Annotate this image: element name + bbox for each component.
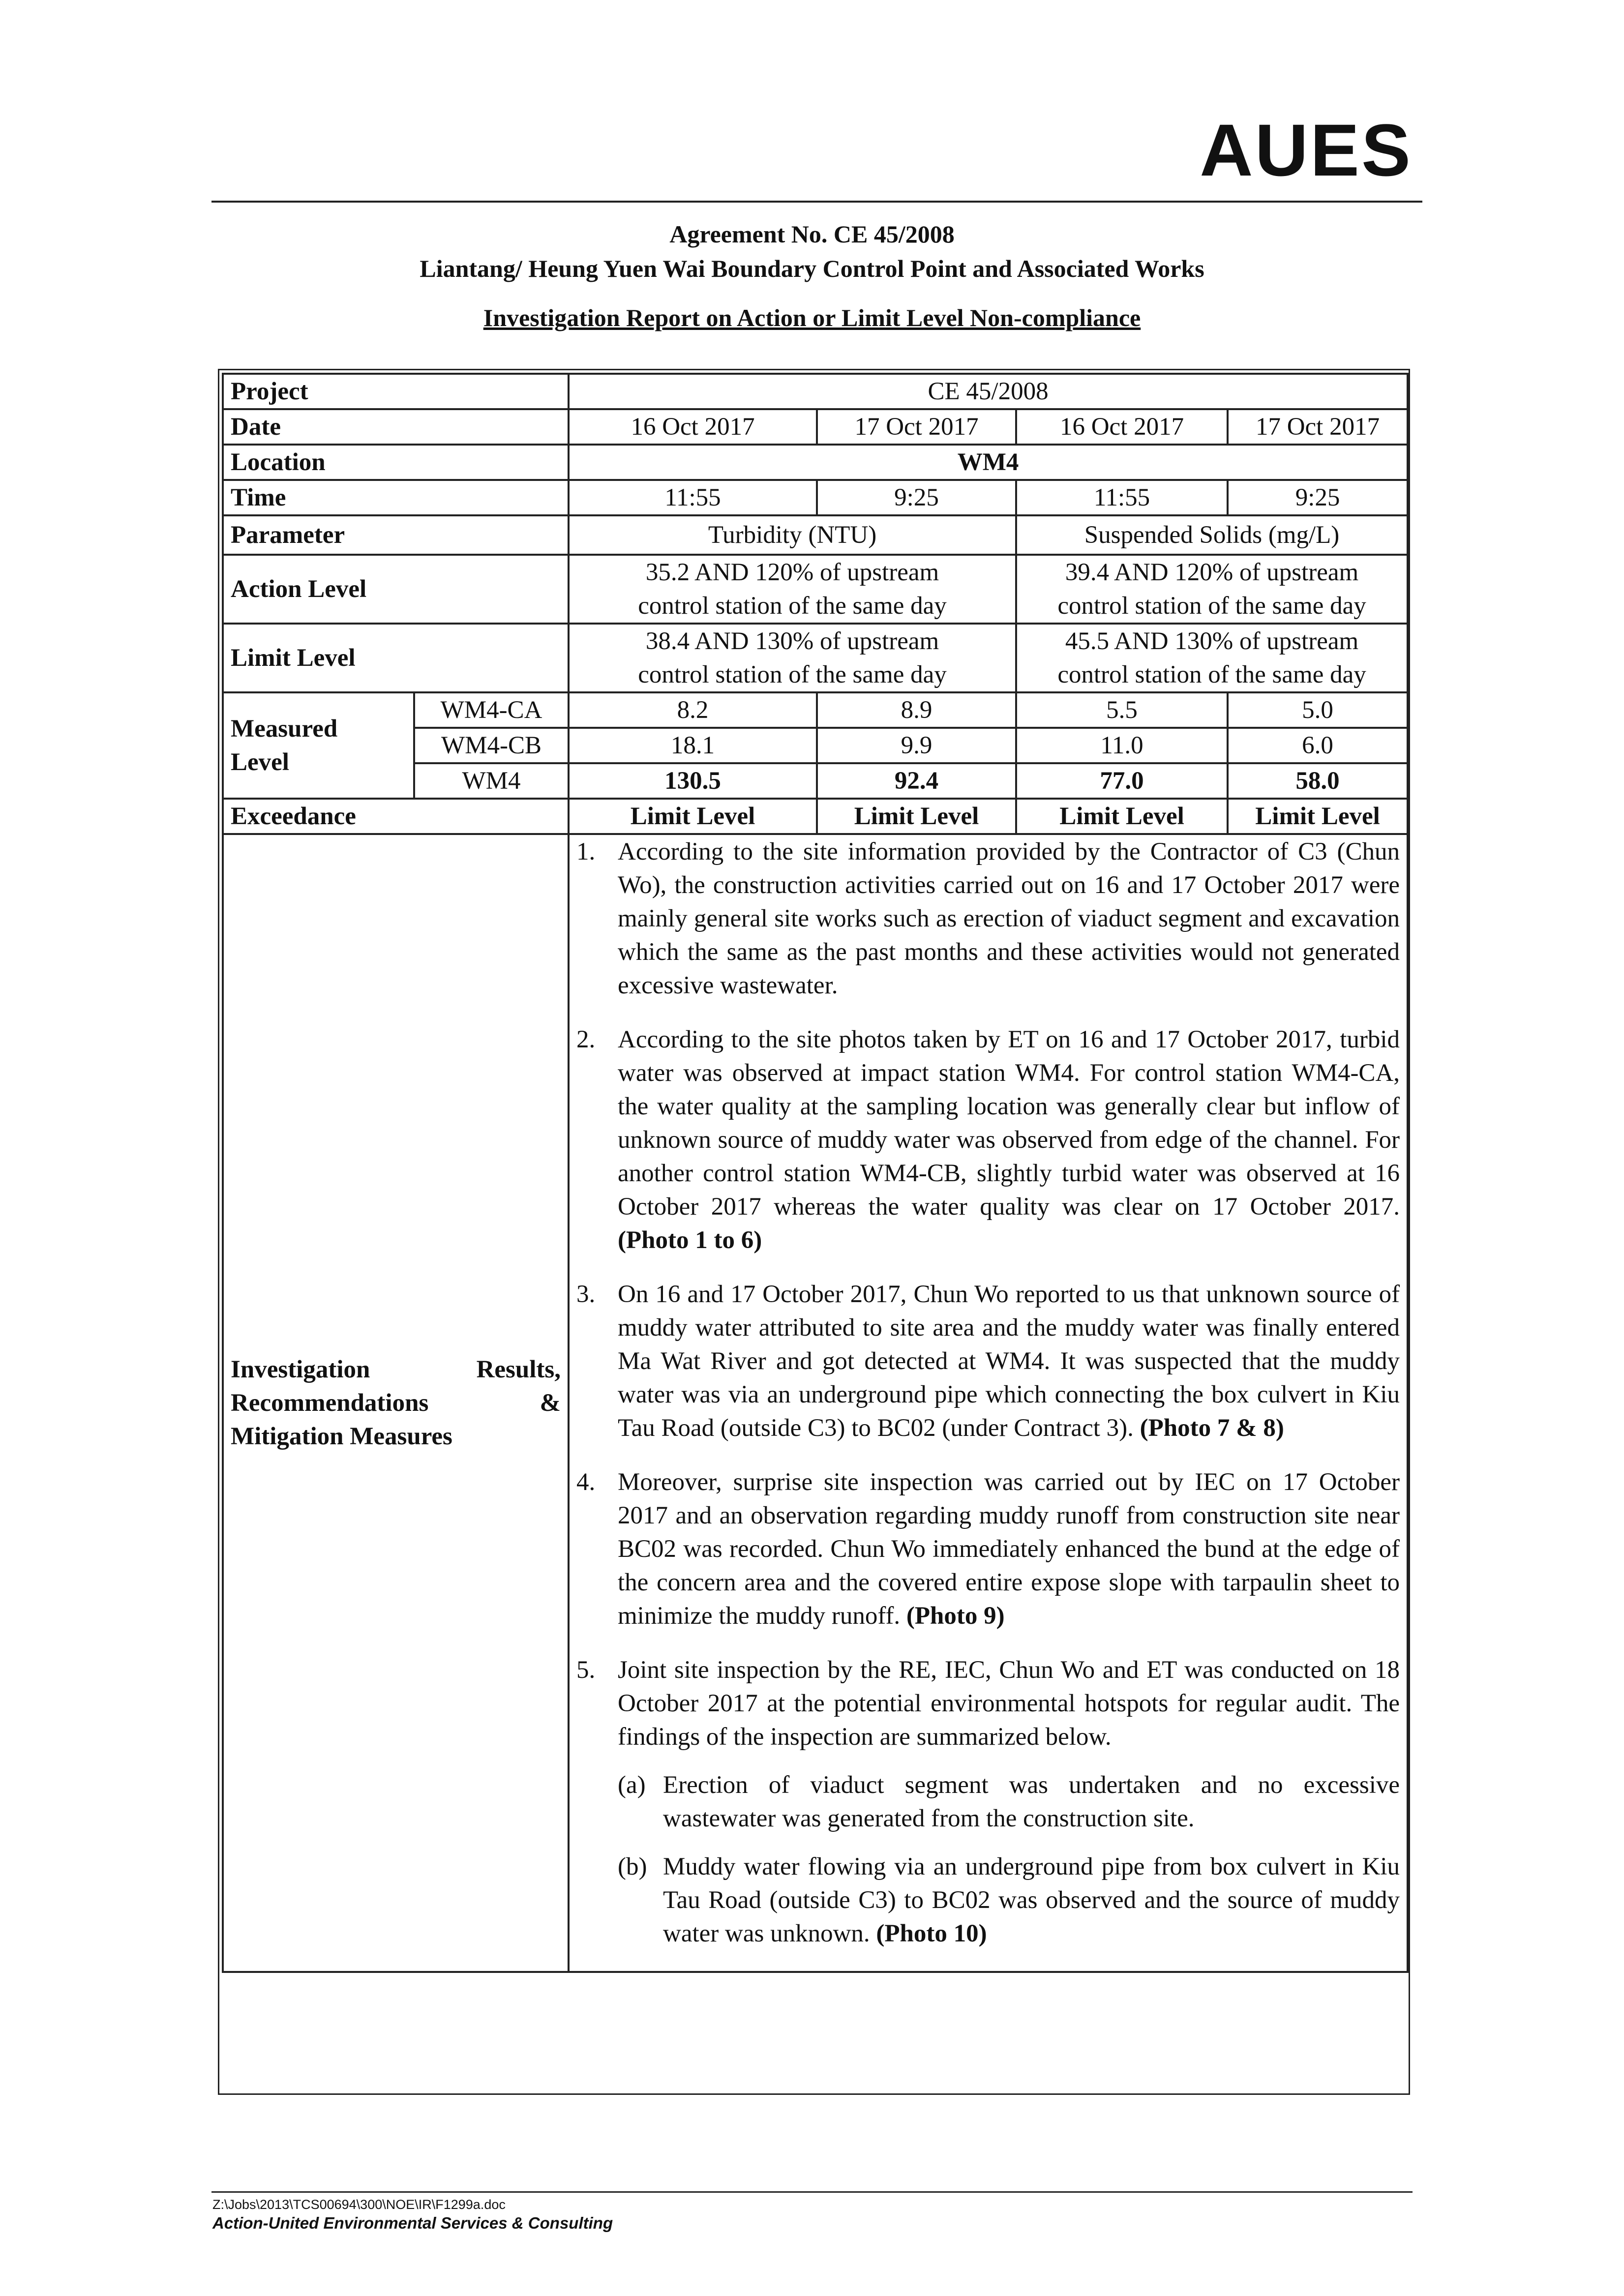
item-text: Joint site inspection by the RE, IEC, Chun Wo and ET was conducted on 18 October 2017 at the potential environmental hotspots for regular audit. The findings of the inspection are summarized below. bbox=[618, 1656, 1400, 1751]
measured-value: 5.0 bbox=[1228, 692, 1408, 728]
investigation-label-word: Mitigation Measures bbox=[231, 1423, 452, 1450]
finding-item bbox=[576, 1653, 1400, 1950]
agreement-number: Agreement No. CE 45/2008 bbox=[669, 220, 955, 248]
date-cell: 17 Oct 2017 bbox=[817, 409, 1016, 445]
action-level-line: 35.2 AND 120% of upstream bbox=[645, 559, 939, 586]
limit-level-ss bbox=[1016, 624, 1408, 692]
investigation-label-word: Results, bbox=[476, 1356, 561, 1383]
project-name: Liantang/ Heung Yuen Wai Boundary Control Point and Associated Works bbox=[420, 255, 1204, 282]
item-text-wrap bbox=[618, 1278, 1400, 1445]
item-text: Moreover, surprise site inspection was carried out by IEC on 17 October 2017 and an observation regarding muddy runoff from construction site near BC02 was recorded. Chun Wo immediately enhanced the bund at the edge of the concern area and the covered entire expose slope with tarpaulin sheet to minimize the muddy runoff. bbox=[618, 1468, 1400, 1630]
date-cell: 17 Oct 2017 bbox=[1228, 409, 1408, 445]
action-level-line: control station of the same day bbox=[1057, 592, 1366, 620]
exceedance-cell: Limit Level bbox=[1228, 799, 1408, 834]
limit-level-line: control station of the same day bbox=[638, 661, 947, 688]
measured-value: 130.5 bbox=[569, 763, 817, 799]
station-label: WM4-CA bbox=[414, 692, 569, 728]
parameter-turbidity: Turbidity (NTU) bbox=[569, 515, 1016, 555]
time-row bbox=[223, 480, 1408, 515]
station-label: WM4-CB bbox=[414, 728, 569, 763]
limit-level-line: 38.4 AND 130% of upstream bbox=[645, 627, 939, 655]
finding-item bbox=[576, 1023, 1400, 1257]
limit-level-line: 45.5 AND 130% of upstream bbox=[1065, 627, 1359, 655]
photo-reference: (Photo 10) bbox=[876, 1920, 987, 1947]
finding-subitem bbox=[618, 1850, 1400, 1950]
station-label: WM4 bbox=[414, 763, 569, 799]
date-row bbox=[223, 409, 1408, 445]
measured-label-line: Level bbox=[231, 748, 289, 776]
measured-value: 92.4 bbox=[817, 763, 1016, 799]
item-number: 5. bbox=[576, 1656, 596, 1684]
time-cell: 11:55 bbox=[1016, 480, 1228, 515]
limit-level-turbidity bbox=[569, 624, 1016, 692]
limit-level-row bbox=[223, 624, 1408, 692]
item-text-wrap bbox=[618, 1023, 1400, 1257]
subitem-number: (a) bbox=[618, 1771, 646, 1799]
investigation-label-word: Investigation bbox=[231, 1356, 370, 1383]
investigation-content bbox=[569, 834, 1408, 1972]
measured-value: 58.0 bbox=[1228, 763, 1408, 799]
company-name: Action-United Environmental Services & Consulting bbox=[212, 2214, 613, 2232]
report-table bbox=[222, 373, 1409, 1973]
finding-subitem bbox=[618, 1768, 1400, 1835]
finding-item bbox=[576, 1465, 1400, 1633]
investigation-label-word: & bbox=[540, 1389, 561, 1417]
exceedance-label: Exceedance bbox=[223, 799, 569, 834]
parameter-row bbox=[223, 515, 1408, 555]
company-logo: AUES bbox=[1200, 109, 1413, 191]
measured-value: 9.9 bbox=[817, 728, 1016, 763]
item-text: According to the site information provided by the Contractor of C3 (Chun Wo), the construction activities carried out on 16 and 17 October 2017 were mainly general site works such as erection of viaduct segment and excavation which the same as the past months and these activities would not generated excessive wastewater. bbox=[618, 838, 1400, 999]
measured-value: 8.2 bbox=[569, 692, 817, 728]
action-level-ss bbox=[1016, 555, 1408, 624]
item-text-wrap bbox=[618, 1653, 1400, 1950]
header-rule bbox=[211, 201, 1422, 203]
photo-reference: (Photo 9) bbox=[906, 1602, 1005, 1630]
measured-value: 6.0 bbox=[1228, 728, 1408, 763]
exceedance-cell: Limit Level bbox=[569, 799, 817, 834]
photo-reference: (Photo 7 & 8) bbox=[1140, 1414, 1284, 1442]
report-frame bbox=[218, 369, 1410, 2095]
action-level-turbidity bbox=[569, 555, 1016, 624]
measured-value: 5.5 bbox=[1016, 692, 1228, 728]
finding-item bbox=[576, 1278, 1400, 1445]
exceedance-row bbox=[223, 799, 1408, 834]
action-level-line: 39.4 AND 120% of upstream bbox=[1065, 559, 1359, 586]
file-path: Z:\Jobs\2013\TCS00694\300\NOE\IR\F1299a.doc bbox=[212, 2197, 506, 2212]
project-value: CE 45/2008 bbox=[569, 374, 1408, 409]
exceedance-cell: Limit Level bbox=[1016, 799, 1228, 834]
project-row bbox=[223, 374, 1408, 409]
subitem-text: Erection of viaduct segment was undertaken and no excessive wastewater was generated from the construction site. bbox=[663, 1771, 1400, 1832]
item-number: 3. bbox=[576, 1281, 596, 1308]
action-level-row bbox=[223, 555, 1408, 624]
date-cell: 16 Oct 2017 bbox=[569, 409, 817, 445]
investigation-label-word: Recommendations bbox=[231, 1389, 429, 1417]
time-label: Time bbox=[223, 480, 569, 515]
footer-rule bbox=[211, 2191, 1413, 2193]
subitem-text-wrap bbox=[663, 1850, 1400, 1950]
time-cell: 9:25 bbox=[817, 480, 1016, 515]
parameter-label: Parameter bbox=[223, 515, 569, 555]
item-number: 4. bbox=[576, 1468, 596, 1496]
item-text: According to the site photos taken by ET on 16 and 17 October 2017, turbid water was observed at impact station WM4. For control station WM4-CA, the water quality at the sampling location was generally clear but inflow of unknown source of muddy water was observed from edge of the channel. For another control station WM4-CB, slightly turbid water was observed at 16 October 2017 whereas the water quality was clear on 17 October 2017. bbox=[618, 1026, 1400, 1221]
item-text-wrap bbox=[618, 1465, 1400, 1633]
limit-level-label: Limit Level bbox=[223, 624, 569, 692]
time-cell: 11:55 bbox=[569, 480, 817, 515]
measured-value: 11.0 bbox=[1016, 728, 1228, 763]
item-number: 1. bbox=[576, 838, 596, 865]
limit-level-line: control station of the same day bbox=[1057, 661, 1366, 688]
location-row bbox=[223, 445, 1408, 480]
report-title: Investigation Report on Action or Limit Level Non-compliance bbox=[483, 304, 1141, 331]
investigation-row bbox=[223, 834, 1408, 1972]
subitem-number: (b) bbox=[618, 1853, 647, 1880]
measured-row-ca bbox=[223, 692, 1408, 728]
photo-reference: (Photo 1 to 6) bbox=[618, 1226, 762, 1254]
measured-value: 77.0 bbox=[1016, 763, 1228, 799]
measured-value: 18.1 bbox=[569, 728, 817, 763]
location-label: Location bbox=[223, 445, 569, 480]
item-number: 2. bbox=[576, 1026, 596, 1053]
exceedance-cell: Limit Level bbox=[817, 799, 1016, 834]
measured-level-label bbox=[223, 692, 414, 799]
finding-item bbox=[576, 835, 1400, 1002]
location-value: WM4 bbox=[569, 445, 1408, 480]
project-label: Project bbox=[223, 374, 569, 409]
date-label: Date bbox=[223, 409, 569, 445]
item-text: On 16 and 17 October 2017, Chun Wo reported to us that unknown source of muddy water attributed to site area and the muddy water was finally entered Ma Wat River and got detected at WM4. It was suspected that the muddy water was via an underground pipe which connecting the box culvert in Kiu Tau Road (outside C3) to BC02 (under Contract 3). bbox=[618, 1281, 1400, 1442]
measured-value: 8.9 bbox=[817, 692, 1016, 728]
time-cell: 9:25 bbox=[1228, 480, 1408, 515]
subitem-text: Muddy water flowing via an underground pipe from box culvert in Kiu Tau Road (outside C3) to BC02 was observed and the source of muddy water was unknown. bbox=[663, 1853, 1400, 1947]
action-level-label: Action Level bbox=[223, 555, 569, 624]
parameter-suspended-solids: Suspended Solids (mg/L) bbox=[1016, 515, 1408, 555]
investigation-label bbox=[223, 834, 569, 1972]
action-level-line: control station of the same day bbox=[638, 592, 947, 620]
measured-label-line: Measured bbox=[231, 715, 338, 743]
date-cell: 16 Oct 2017 bbox=[1016, 409, 1228, 445]
